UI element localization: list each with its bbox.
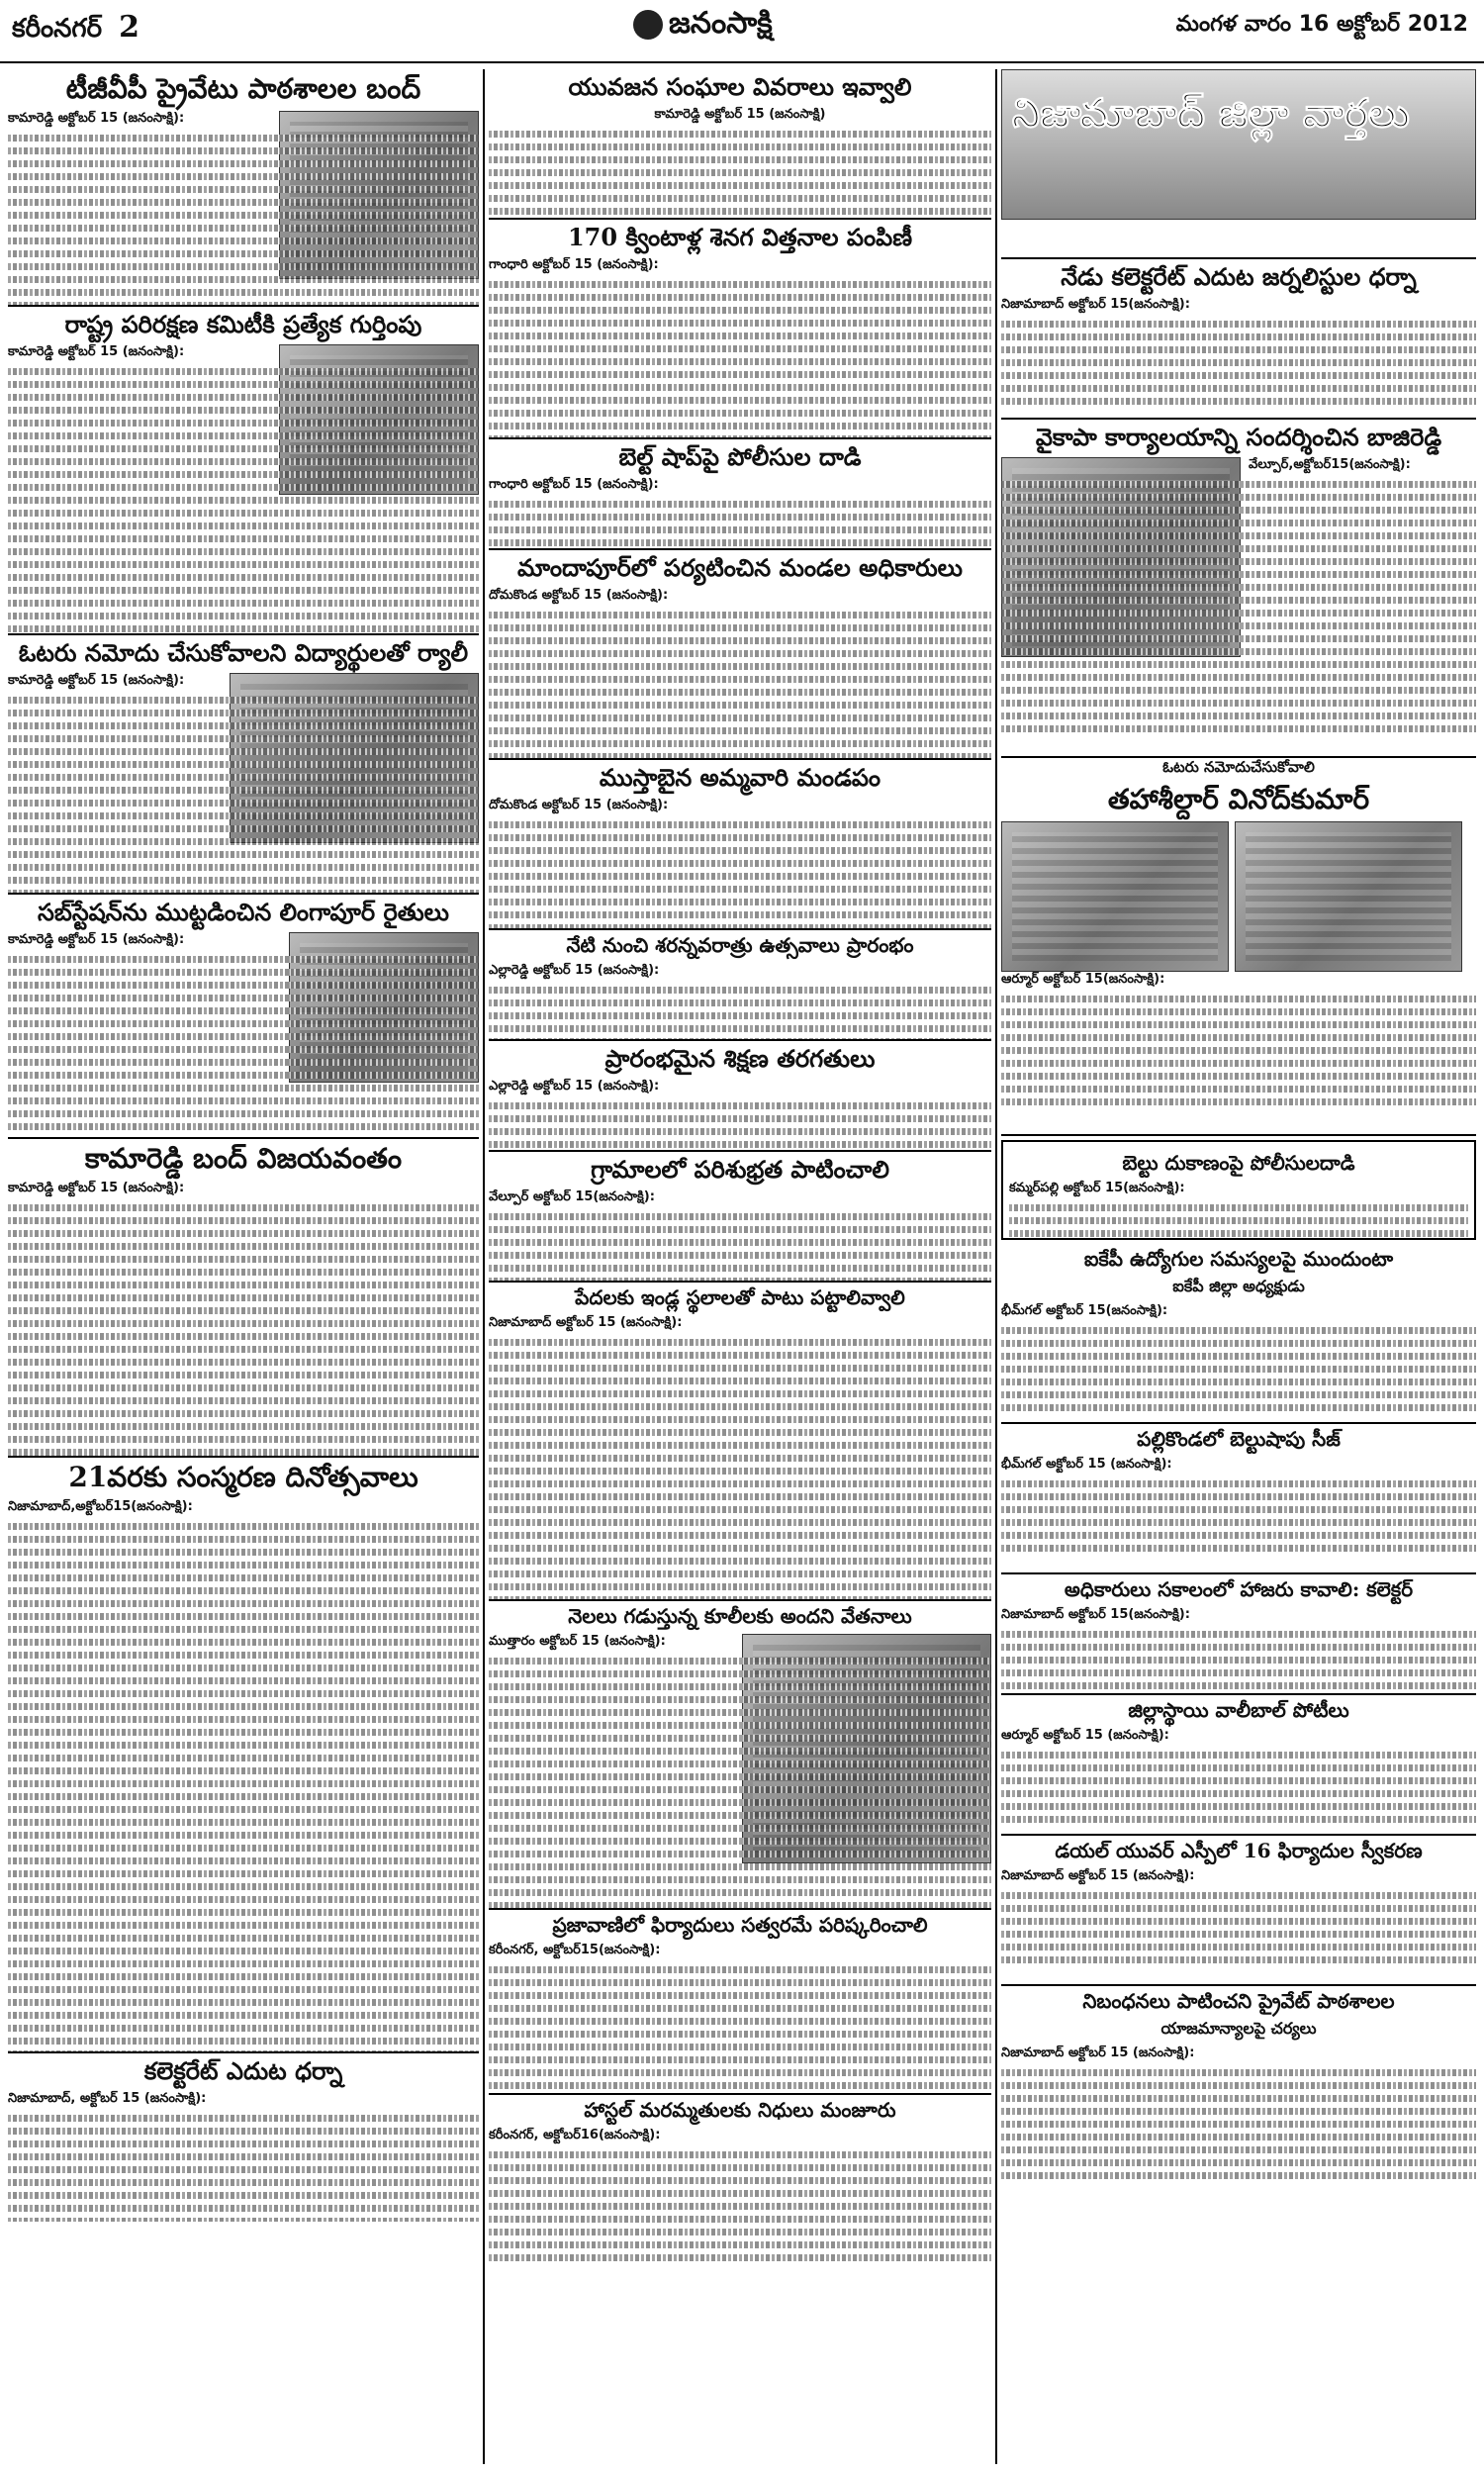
paper-logo (633, 6, 773, 48)
kicker: ఓటరు నమోదుచేసుకోవాలి (1162, 758, 1315, 776)
banner-title: నిజామాబాద్ జిల్లా వార్తలు (1012, 90, 1410, 137)
headline: నేటి నుంచి శరన్నవరాత్రు ఉత్సవాలు ప్రారంభం (566, 933, 914, 957)
article (489, 2095, 991, 2263)
article-photo (1001, 821, 1229, 972)
dateline: వేల్పూర్ అక్టోబర్ 15(జనంసాక్షి): (489, 1189, 655, 1204)
banner-image (1001, 69, 1476, 220)
article (8, 307, 479, 635)
article-body (1001, 1892, 1476, 1963)
article (489, 1283, 991, 1601)
headline: 21వరకు సంస్మరణ దినోత్సవాలు (68, 1461, 418, 1493)
logo-icon (633, 10, 663, 40)
section-name: కరీంనగర్ (12, 14, 103, 44)
dateline: కామారెడ్డి అక్టోబర్ 15 (జనంసాక్షి): (8, 1181, 185, 1196)
headline: రాష్ట్ర పరిరక్షణ కమిటీకి ప్రత్యేక గుర్తింపు (64, 310, 422, 338)
dateline: కరీంనగర్, అక్టోబర్16(జనంసాక్షి): (489, 2128, 661, 2142)
headline: బెల్ట్ షాప్‌పై పోలీసుల దాడి (618, 442, 862, 471)
headline: సబ్‌స్టేషన్‌ను ముట్టడించిన లింగాపూర్ రైతులు (37, 898, 449, 926)
dateline: భీమ్‌గల్ అక్టోబర్ 15 (జనంసాక్షి): (1001, 1457, 1172, 1472)
article-body (489, 281, 991, 439)
dateline: గాంధారి అక్టోబర్ 15 (జనంసాక్షి): (489, 476, 659, 492)
article (489, 1601, 991, 1910)
headline: వైకాపా కార్యాలయాన్ని సందర్శించిన బాజిరెడ్డి (1035, 423, 1442, 451)
article (1001, 758, 1476, 1136)
article (8, 635, 479, 895)
dateline: కామారెడ్డి అక్టోబర్ 15 (జనంసాక్షి): (8, 343, 185, 359)
article (1001, 259, 1476, 420)
article-body (8, 2115, 479, 2222)
headline: టీజీవీపీ ప్రైవేటు పాఠశాలల బంద్ (65, 72, 421, 105)
headline: 170 క్వింటాళ్ల శెనగ విత్తనాల పంపిణీ (567, 223, 913, 251)
dateline: నిజామాబాద్ అక్టోబర్ 15 (జనంసాక్షి): (489, 1315, 683, 1330)
article (8, 2053, 479, 2222)
article-body (1001, 1480, 1476, 1552)
dateline: దోమకొండ అక్టోబర్ 15 (జనంసాక్షి): (489, 587, 669, 603)
headline: యువజన సంఘాల వివరాలు ఇవ్వాలి (568, 72, 912, 101)
dateline: దోమకొండ అక్టోబర్ 15 (జనంసాక్షి): (489, 797, 669, 812)
article (8, 1458, 479, 2053)
headline: నిబంధనలు పాటించని ప్రైవేట్ పాఠశాలల (1082, 1989, 1395, 2013)
column-rule (483, 69, 485, 2464)
headline: కలెక్టరేట్ ఎదుట ధర్నా (143, 2056, 343, 2085)
headline: తహాశీల్దార్ వినోద్‌కుమార్ (1107, 783, 1370, 815)
article-body (489, 987, 991, 1041)
article-body (8, 1204, 479, 1458)
article (489, 1152, 991, 1283)
article-body (489, 131, 991, 215)
dateline: కామారెడ్డి అక్టోబర్ 15 (జనంసాక్షి): (8, 931, 185, 947)
dateline: నిజామాబాద్, అక్టోబర్ 15 (జనంసాక్షి): (8, 2090, 207, 2106)
article (489, 760, 991, 930)
article (1001, 420, 1476, 758)
article-body (489, 612, 991, 760)
issue-date: మంగళ వారం 16 అక్టోబర్ 2012 (1175, 12, 1468, 37)
dateline: భీమ్‌గల్ అక్టోబర్ 15(జనంసాక్షి): (1001, 1303, 1168, 1318)
subheadline: ఐకేపీ జిల్లా అధ్యక్షుడు (1172, 1277, 1305, 1295)
article-body (489, 821, 991, 930)
dateline: ఎల్లారెడ్డి అక్టోబర్ 15 (జనంసాక్షి): (489, 963, 660, 978)
dateline: ఎల్లారెడ్డి అక్టోబర్ 15 (జనంసాక్షి): (489, 1078, 660, 1094)
article (1001, 1836, 1476, 1986)
article-body (1001, 1752, 1476, 1823)
masthead (0, 0, 1484, 63)
dateline: కామారెడ్డి అక్టోబర్ 15 (జనంసాక్షి) (654, 106, 826, 122)
column-rule (995, 69, 997, 2464)
headline: ముస్తాబైన అమ్మవారి మండపం (599, 763, 881, 792)
article-body (489, 1102, 991, 1152)
article-body (8, 1523, 479, 2053)
article (8, 895, 479, 1139)
article (1001, 1244, 1476, 1424)
article (489, 220, 991, 439)
dateline: ఆర్మూర్ అక్టోబర్ 15 (జనంసాక్షి): (1001, 1728, 1169, 1743)
article-photo (1235, 821, 1462, 972)
article (8, 69, 479, 307)
headline: నెలలు గడుస్తున్న కూలీలకు అందని వేతనాలు (568, 1604, 912, 1628)
dateline: నిజామాబాద్ అక్టోబర్ 15 (జనంసాక్షి): (1001, 2046, 1195, 2060)
headline: కామారెడ్డి బంద్ విజయవంతం (84, 1142, 403, 1175)
section-label (12, 10, 139, 49)
article (489, 69, 991, 220)
photo-strip (1001, 821, 1476, 972)
article-body (1001, 1631, 1476, 1689)
headline: నేడు కలెక్టరేట్ ఎదుట జర్నలిస్టుల ధర్నా (1061, 262, 1417, 291)
section-banner (1001, 69, 1476, 259)
paper-name: జనంసాక్షి (669, 6, 773, 41)
article (8, 1139, 479, 1458)
article (1001, 1424, 1476, 1574)
headline: ఐకేపీ ఉద్యోగుల సమస్యలపై ముందుంటా (1083, 1247, 1394, 1271)
article-body (1001, 2069, 1476, 2179)
article (489, 1910, 991, 2095)
page-number: 2 (119, 10, 139, 45)
dateline: నిజామాబాద్ అక్టోబర్ 15 (జనంసాక్షి): (1001, 1868, 1195, 1883)
article (1001, 1695, 1476, 1836)
article-body (489, 2151, 991, 2261)
article-body (489, 501, 991, 550)
headline: ప్రజావాణిలో ఫిర్యాదులు సత్వరమే పరిష్కరించాలి (552, 1913, 928, 1937)
headline: పల్లికొండలో బెల్టుషాపు సీజ్ (1137, 1427, 1341, 1451)
column-1 (8, 69, 479, 2222)
article-body (1001, 1327, 1476, 1411)
dateline: నిజామాబాద్ అక్టోబర్ 15(జనంసాక్షి): (1001, 1607, 1190, 1622)
article-body (489, 1339, 991, 1601)
article (489, 930, 991, 1041)
dateline: కామారెడ్డి అక్టోబర్ 15 (జనంసాక్షి): (8, 111, 185, 127)
dateline: కరీంనగర్, అక్టోబర్15(జనంసాక్షి): (489, 1943, 661, 1957)
headline: గ్రామాలలో పరిశుభ్రత పాటించాలి (591, 1155, 889, 1184)
headline: ప్రారంభమైన శిక్షణ తరగతులు (604, 1044, 876, 1073)
article (1001, 1574, 1476, 1695)
dateline: కామారెడ్డి అక్టోబర్ 15 (జనంసాక్షి): (8, 672, 185, 688)
article-body (1001, 996, 1476, 1105)
headline: బెల్టు దుకాణంపై పోలీసులదాడి (1122, 1151, 1355, 1175)
headline: జిల్లాస్థాయి వాలీబాల్ పోటీలు (1128, 1698, 1349, 1722)
dateline: ముత్తారం అక్టోబర్ 15 (జనంసాక్షి): (489, 1634, 666, 1649)
column-3 (1001, 69, 1476, 2184)
dateline: నిజామాబాద్ అక్టోబర్ 15(జనంసాక్షి): (1001, 296, 1190, 312)
dateline: గాంధారి అక్టోబర్ 15 (జనంసాక్షి): (489, 256, 659, 272)
article-body (489, 1213, 991, 1283)
dateline: ఆర్మూర్ అక్టోబర్ 15(జనంసాక్షి): (1001, 972, 1165, 988)
article (489, 439, 991, 550)
headline: పేదలకు ఇండ్ల స్థలాలతో పాటు పట్టాలివ్వాలి (575, 1285, 905, 1309)
column-2 (489, 69, 991, 2263)
article-body (1001, 321, 1476, 405)
article (489, 1041, 991, 1152)
subheadline: యాజమాన్యాలపై చర్యలు (1160, 2019, 1317, 2038)
dateline: నిజామాబాద్,అక్టోబర్15(జనంసాక్షి): (8, 1499, 193, 1515)
article-body (8, 368, 479, 632)
article (1001, 1986, 1476, 2184)
article-body (1009, 1204, 1468, 1237)
headline: అధికారులు సకాలంలో హాజరు కావాలి: కలెక్టర్ (1064, 1577, 1414, 1601)
article (1001, 1140, 1476, 1240)
headline: హాస్టల్ మరమ్మతులకు నిధులు మంజూరు (584, 2098, 896, 2122)
article (489, 550, 991, 760)
headline: మాందాపూర్‌లో పర్యటించిన మండల అధికారులు (517, 553, 963, 582)
article-body (489, 1966, 991, 2089)
dateline: కమ్మర్‌పల్లి అక్టోబర్ 15(జనంసాక్షి): (1009, 1181, 1185, 1195)
headline: ఓటరు నమోదు చేసుకోవాలని విద్యార్థులతో ర్యాలీ (18, 638, 469, 667)
dateline: వేల్పూర్,అక్టోబర్15(జనంసాక్షి): (1249, 456, 1411, 472)
headline: డయల్ యువర్ ఎస్పీలో 16 ఫిర్యాదుల స్వీకరణ (1055, 1839, 1423, 1862)
